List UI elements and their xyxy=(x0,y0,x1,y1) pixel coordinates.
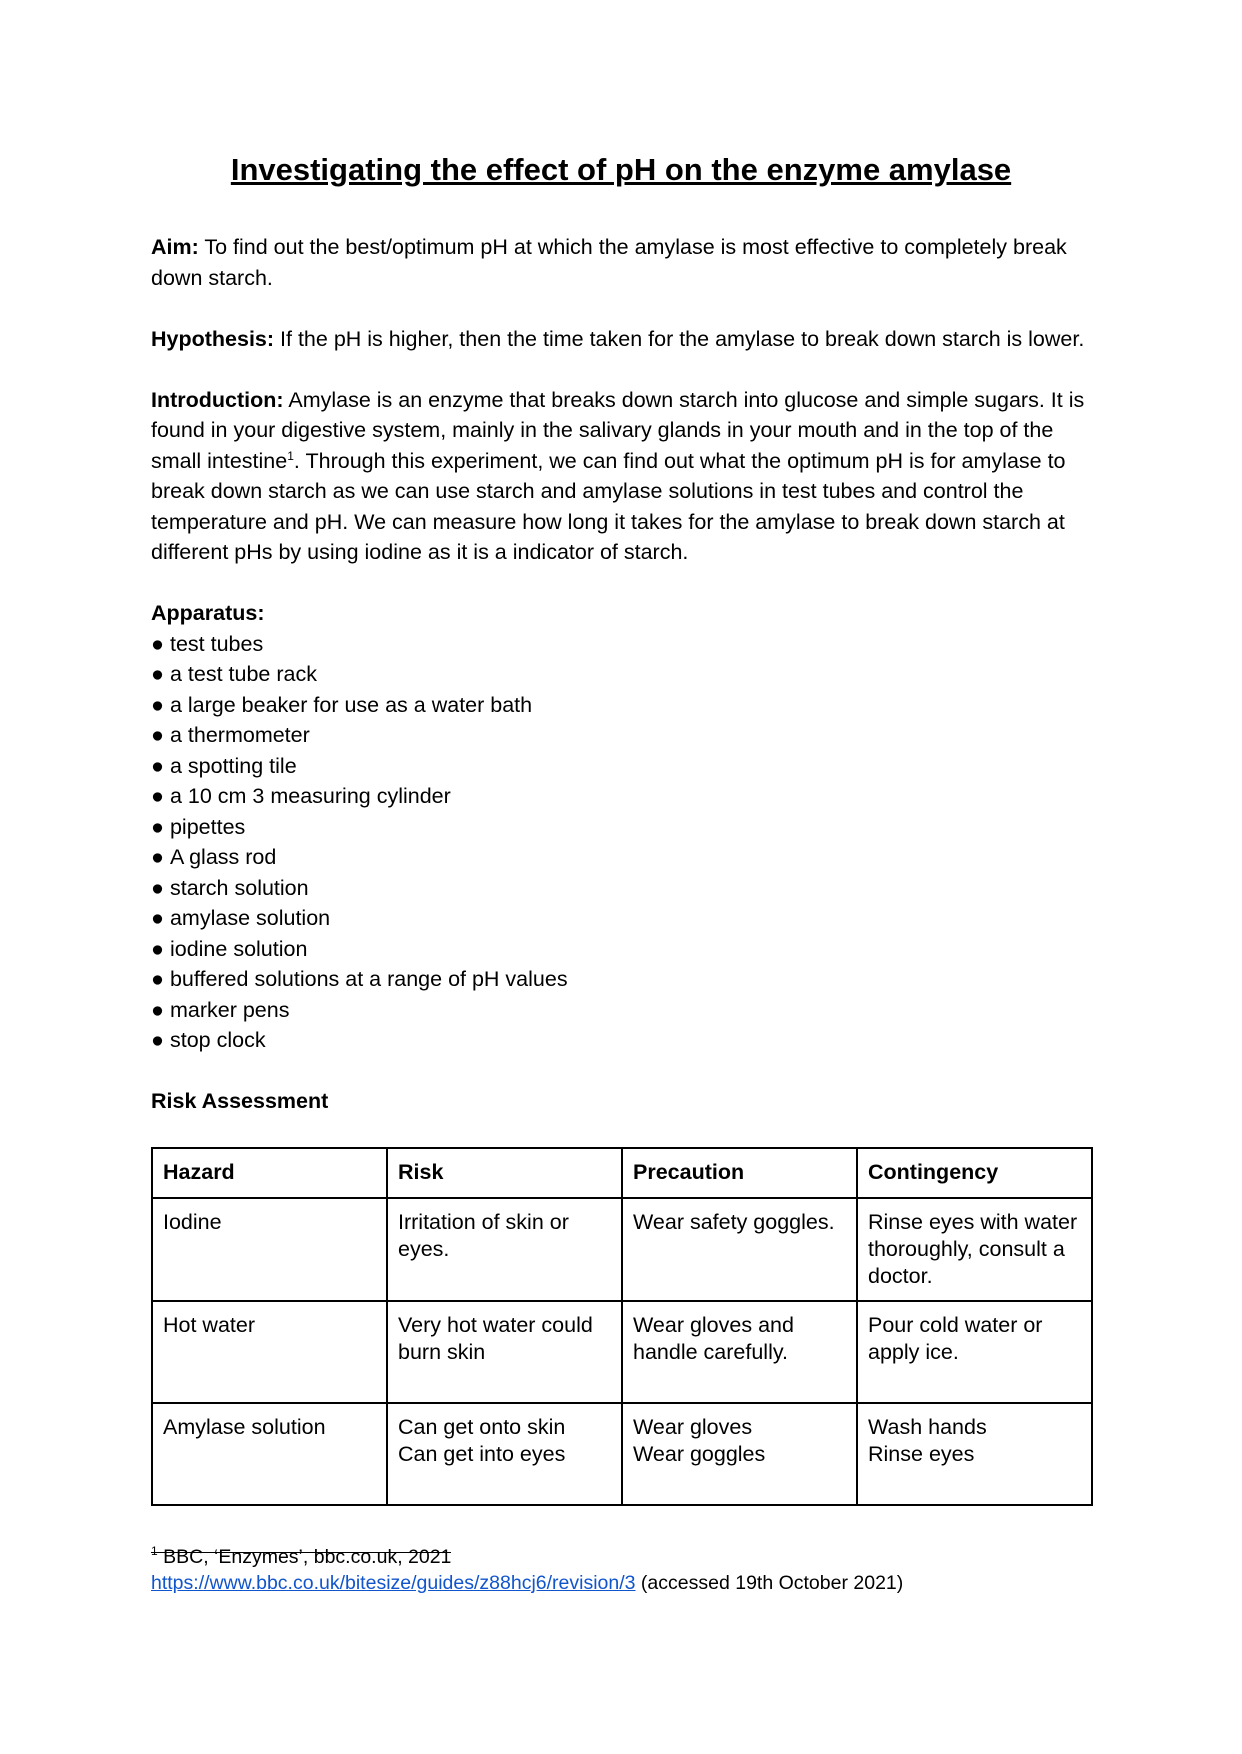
column-header-contingency: Contingency xyxy=(857,1148,1092,1198)
table-cell-risk xyxy=(387,1403,622,1505)
aim-label: Aim: xyxy=(151,235,199,259)
risk-assessment-heading: Risk Assessment xyxy=(151,1089,329,1113)
apparatus-item: ● pipettes xyxy=(151,812,571,843)
cell-text: Amylase solution xyxy=(163,1414,326,1439)
cell-text: Wear safety goggles. xyxy=(633,1209,835,1234)
apparatus-item: ● a 10 cm 3 measuring cylinder xyxy=(151,781,571,812)
cell-text: Wear gloves and handle carefully. xyxy=(633,1312,794,1364)
apparatus-item: ● stop clock xyxy=(151,1025,571,1056)
page-title: Investigating the effect of pH on the enzyme amylase xyxy=(230,152,1012,187)
table-cell-hazard xyxy=(152,1301,387,1403)
table-cell-contingency xyxy=(857,1301,1092,1403)
column-header-precaution: Precaution xyxy=(622,1148,857,1198)
risk-assessment-table xyxy=(151,1147,1093,1506)
cell-text: Very hot water could burn skin xyxy=(398,1312,593,1364)
footnote-marker: 1 xyxy=(151,1544,158,1558)
cell-text: Wash hands xyxy=(868,1414,987,1439)
cell-text: Hot water xyxy=(163,1312,256,1337)
apparatus-label: Apparatus: xyxy=(151,601,265,625)
apparatus-section xyxy=(151,598,1091,1056)
table-cell-precaution xyxy=(622,1301,857,1403)
apparatus-item: ● buffered solutions at a range of pH values xyxy=(151,964,571,995)
cell-text: Can get into eyes xyxy=(398,1441,566,1466)
apparatus-item: ● test tubes xyxy=(151,629,571,660)
cell-text: Iodine xyxy=(163,1209,222,1234)
introduction-paragraph xyxy=(151,385,1091,568)
table-cell-risk xyxy=(387,1198,622,1301)
hypothesis-paragraph xyxy=(151,324,1091,355)
table-cell-hazard xyxy=(152,1198,387,1301)
document-body xyxy=(151,232,1091,1506)
cell-text: Wear goggles xyxy=(633,1441,766,1466)
apparatus-list xyxy=(151,629,571,1056)
apparatus-item: ● starch solution xyxy=(151,873,571,904)
apparatus-item: ● marker pens xyxy=(151,995,571,1026)
hypothesis-label: Hypothesis: xyxy=(151,326,275,351)
apparatus-item: ● a large beaker for use as a water bath xyxy=(151,690,571,721)
footnote-url-line xyxy=(151,1570,1091,1596)
footnote-source: BBC, ‘Enzymes’, bbc.co.uk, 2021 xyxy=(157,1546,452,1568)
cell-text: Wear gloves xyxy=(633,1414,753,1439)
table-cell-contingency xyxy=(857,1198,1092,1301)
apparatus-item: ● A glass rod xyxy=(151,842,571,873)
column-header-hazard: Hazard xyxy=(152,1148,387,1198)
apparatus-item: ● a thermometer xyxy=(151,720,571,751)
hypothesis-text: If the pH is higher, then the time taken for the amylase to break down starch is lower. xyxy=(274,326,1085,351)
introduction-text-before: Amylase is an enzyme that breaks down starch into glucose and simple sugars. It is found in your digestive system, mainly in the salivary glands in your mouth and in the top of the small intestine xyxy=(151,387,1085,473)
column-header-risk: Risk xyxy=(387,1148,622,1198)
apparatus-item: ● iodine solution xyxy=(151,934,571,965)
table-header-row xyxy=(152,1148,1092,1198)
introduction-label: Introduction: xyxy=(151,387,284,412)
table-cell-precaution xyxy=(622,1403,857,1505)
footnote-accessed: (accessed 19th October 2021) xyxy=(635,1572,904,1594)
table-cell-precaution xyxy=(622,1198,857,1301)
footnote xyxy=(151,1544,1091,1596)
table-cell-risk xyxy=(387,1301,622,1403)
aim-text: To find out the best/optimum pH at which the amylase is most effective to completely break down starch. xyxy=(151,235,1067,290)
table-cell-hazard xyxy=(152,1403,387,1505)
table-row xyxy=(152,1301,1092,1403)
cell-text: Rinse eyes xyxy=(868,1441,975,1466)
cell-text: Rinse eyes with water thoroughly, consult a doctor. xyxy=(868,1209,1078,1288)
aim-paragraph xyxy=(151,232,1091,293)
footnote-reference[interactable]: 1 xyxy=(287,448,294,463)
footnote-link[interactable]: https://www.bbc.co.uk/bitesize/guides/z88hcj6/revision/3 xyxy=(151,1572,636,1594)
cell-text: Pour cold water or apply ice. xyxy=(868,1312,1043,1364)
table-cell-contingency xyxy=(857,1403,1092,1505)
cell-text: Irritation of skin or eyes. xyxy=(398,1209,569,1261)
table-row xyxy=(152,1403,1092,1505)
apparatus-item: ● a spotting tile xyxy=(151,751,571,782)
apparatus-item: ● a test tube rack xyxy=(151,659,571,690)
footnote-source-line xyxy=(151,1544,1091,1570)
introduction-text-after: . Through this experiment, we can find out what the optimum pH is for amylase to break down starch as we can use starch and amylase solutions in test tubes and control the temperature and pH. We can measure how long it takes for the amylase to break down starch at different pHs by using iodine as it is a indicator of starch. xyxy=(151,448,1066,564)
cell-text: Can get onto skin xyxy=(398,1414,566,1439)
table-row xyxy=(152,1198,1092,1301)
apparatus-item: ● amylase solution xyxy=(151,903,571,934)
risk-table-body xyxy=(152,1198,1092,1505)
